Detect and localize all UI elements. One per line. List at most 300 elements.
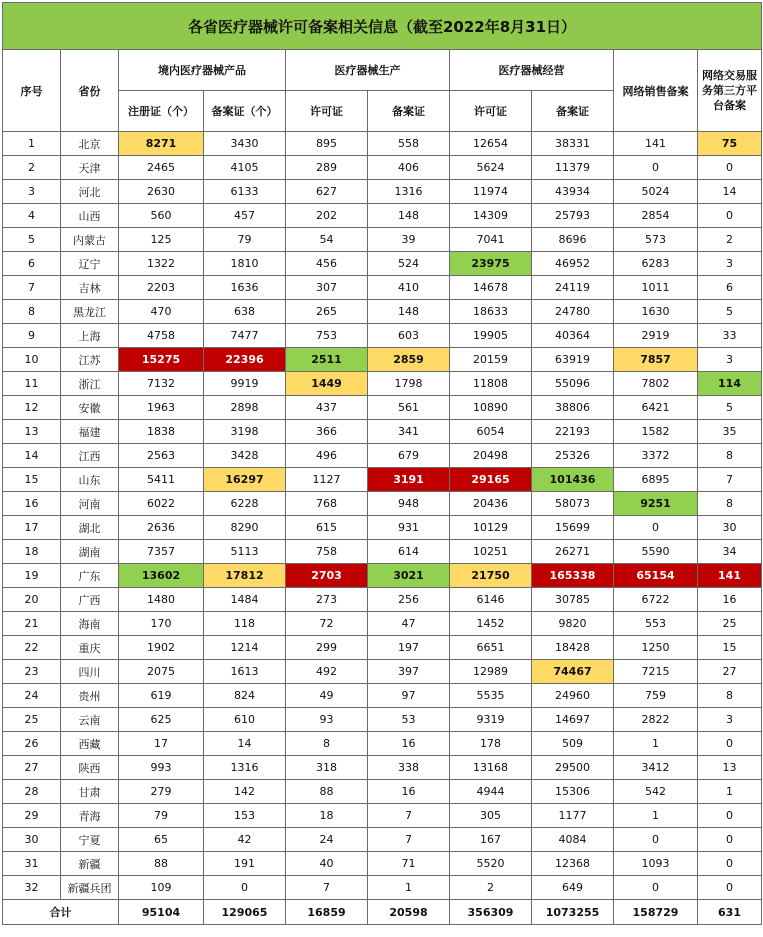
row-cell: 614 [368,540,450,564]
row-province: 宁夏 [61,828,119,852]
row-cell: 88 [119,852,204,876]
row-cell: 2465 [119,156,204,180]
row-cell: 3 [698,708,762,732]
row-cell: 542 [614,780,698,804]
row-cell: 11808 [450,372,532,396]
row-cell: 165338 [532,564,614,588]
row-province: 新疆兵团 [61,876,119,900]
row-cell: 7 [368,804,450,828]
row-cell: 13602 [119,564,204,588]
row-seq: 19 [3,564,61,588]
row-cell: 8271 [119,132,204,156]
row-province: 北京 [61,132,119,156]
header-operation-filing: 备案证 [532,91,614,132]
row-cell: 142 [204,780,286,804]
row-cell: 25793 [532,204,614,228]
row-cell: 524 [368,252,450,276]
table-row [3,564,762,588]
row-province: 湖南 [61,540,119,564]
row-cell: 71 [368,852,450,876]
row-cell: 148 [368,204,450,228]
row-cell: 2919 [614,324,698,348]
row-cell: 2511 [286,348,368,372]
row-seq: 29 [3,804,61,828]
header-operation-license: 许可证 [450,91,532,132]
table-row [3,708,762,732]
row-cell: 753 [286,324,368,348]
row-province: 上海 [61,324,119,348]
row-seq: 27 [3,756,61,780]
table-row [3,732,762,756]
table-row [3,876,762,900]
row-cell: 7477 [204,324,286,348]
row-cell: 0 [614,516,698,540]
row-cell: 1 [614,804,698,828]
row-province: 吉林 [61,276,119,300]
row-cell: 43934 [532,180,614,204]
row-province: 陕西 [61,756,119,780]
row-province: 浙江 [61,372,119,396]
row-cell: 18428 [532,636,614,660]
row-cell: 24 [286,828,368,852]
row-seq: 23 [3,660,61,684]
row-cell: 273 [286,588,368,612]
row-cell: 1316 [204,756,286,780]
row-cell: 1177 [532,804,614,828]
row-cell: 1630 [614,300,698,324]
row-seq: 12 [3,396,61,420]
row-cell: 24119 [532,276,614,300]
row-cell: 2 [698,228,762,252]
row-cell: 29165 [450,468,532,492]
row-cell: 11379 [532,156,614,180]
row-province: 新疆 [61,852,119,876]
row-cell: 1798 [368,372,450,396]
row-cell: 7041 [450,228,532,252]
row-cell: 10129 [450,516,532,540]
row-province: 福建 [61,420,119,444]
row-cell: 18 [286,804,368,828]
row-cell: 53 [368,708,450,732]
row-cell: 6 [698,276,762,300]
row-cell: 305 [450,804,532,828]
table-body [3,132,762,900]
row-cell: 0 [698,852,762,876]
row-cell: 1480 [119,588,204,612]
row-province: 山东 [61,468,119,492]
row-cell: 1963 [119,396,204,420]
row-cell: 1449 [286,372,368,396]
row-cell: 5024 [614,180,698,204]
row-cell: 14309 [450,204,532,228]
row-cell: 0 [204,876,286,900]
row-cell: 0 [698,876,762,900]
row-cell: 35 [698,420,762,444]
row-cell: 5520 [450,852,532,876]
row-cell: 625 [119,708,204,732]
row-cell: 3412 [614,756,698,780]
row-cell: 13168 [450,756,532,780]
table-row [3,780,762,804]
row-cell: 931 [368,516,450,540]
row-cell: 9820 [532,612,614,636]
row-cell: 18633 [450,300,532,324]
row-seq: 10 [3,348,61,372]
row-cell: 638 [204,300,286,324]
row-cell: 437 [286,396,368,420]
row-cell: 14678 [450,276,532,300]
row-seq: 5 [3,228,61,252]
table-row [3,828,762,852]
row-cell: 948 [368,492,450,516]
row-province: 安徽 [61,396,119,420]
row-cell: 279 [119,780,204,804]
row-cell: 118 [204,612,286,636]
row-cell: 3198 [204,420,286,444]
row-cell: 299 [286,636,368,660]
row-cell: 15306 [532,780,614,804]
table-row [3,444,762,468]
row-cell: 6146 [450,588,532,612]
row-cell: 88 [286,780,368,804]
row-seq: 9 [3,324,61,348]
row-cell: 167 [450,828,532,852]
row-cell: 3372 [614,444,698,468]
row-cell: 2075 [119,660,204,684]
row-cell: 3430 [204,132,286,156]
row-cell: 2 [450,876,532,900]
row-cell: 16297 [204,468,286,492]
header-production: 医疗器械生产 [286,50,450,91]
row-cell: 49 [286,684,368,708]
header-province: 省份 [61,50,119,132]
total-cell: 20598 [368,900,450,925]
row-cell: 0 [698,828,762,852]
row-cell: 191 [204,852,286,876]
row-cell: 12989 [450,660,532,684]
row-cell: 8 [698,444,762,468]
row-cell: 8 [286,732,368,756]
row-cell: 3 [698,348,762,372]
row-cell: 3 [698,252,762,276]
row-cell: 2630 [119,180,204,204]
row-cell: 74467 [532,660,614,684]
row-cell: 148 [368,300,450,324]
row-cell: 25326 [532,444,614,468]
row-province: 江西 [61,444,119,468]
row-seq: 20 [3,588,61,612]
row-cell: 824 [204,684,286,708]
row-cell: 178 [450,732,532,756]
table-row [3,420,762,444]
row-seq: 17 [3,516,61,540]
row-cell: 15275 [119,348,204,372]
row-cell: 0 [698,156,762,180]
row-cell: 2703 [286,564,368,588]
row-cell: 5 [698,300,762,324]
row-cell: 561 [368,396,450,420]
row-cell: 7357 [119,540,204,564]
row-cell: 79 [119,804,204,828]
row-cell: 0 [698,804,762,828]
row-cell: 1 [698,780,762,804]
header-row-1 [3,50,762,91]
row-cell: 9251 [614,492,698,516]
table-row [3,348,762,372]
row-cell: 759 [614,684,698,708]
row-cell: 19905 [450,324,532,348]
row-cell: 10251 [450,540,532,564]
row-cell: 197 [368,636,450,660]
row-cell: 14697 [532,708,614,732]
total-cell: 158729 [614,900,698,925]
row-cell: 17 [119,732,204,756]
header-domestic-product: 境内医疗器械产品 [119,50,286,91]
row-cell: 2822 [614,708,698,732]
row-cell: 6133 [204,180,286,204]
row-cell: 20436 [450,492,532,516]
row-seq: 25 [3,708,61,732]
row-province: 天津 [61,156,119,180]
row-seq: 21 [3,612,61,636]
row-seq: 7 [3,276,61,300]
row-cell: 30 [698,516,762,540]
title-row [3,3,762,50]
row-seq: 26 [3,732,61,756]
row-cell: 65 [119,828,204,852]
row-cell: 1582 [614,420,698,444]
row-cell: 25 [698,612,762,636]
row-cell: 2854 [614,204,698,228]
table-row [3,588,762,612]
header-reg-cert: 注册证（个） [119,91,204,132]
row-seq: 2 [3,156,61,180]
header-operation: 医疗器械经营 [450,50,614,91]
table-row [3,156,762,180]
row-province: 广西 [61,588,119,612]
row-cell: 366 [286,420,368,444]
row-seq: 13 [3,420,61,444]
header-production-license: 许可证 [286,91,368,132]
table-row [3,180,762,204]
row-cell: 40 [286,852,368,876]
row-cell: 496 [286,444,368,468]
table-row [3,492,762,516]
data-table [2,2,762,925]
row-cell: 7 [698,468,762,492]
row-cell: 6421 [614,396,698,420]
row-cell: 58073 [532,492,614,516]
row-cell: 27 [698,660,762,684]
row-cell: 0 [698,732,762,756]
row-cell: 38806 [532,396,614,420]
row-cell: 141 [614,132,698,156]
row-seq: 6 [3,252,61,276]
row-cell: 5 [698,396,762,420]
row-cell: 9919 [204,372,286,396]
row-cell: 5411 [119,468,204,492]
table-row [3,252,762,276]
row-cell: 39 [368,228,450,252]
row-cell: 125 [119,228,204,252]
row-cell: 13 [698,756,762,780]
table-row [3,636,762,660]
row-cell: 6022 [119,492,204,516]
row-cell: 1250 [614,636,698,660]
row-seq: 15 [3,468,61,492]
total-cell: 16859 [286,900,368,925]
row-cell: 0 [614,828,698,852]
row-province: 辽宁 [61,252,119,276]
row-cell: 33 [698,324,762,348]
table-row [3,132,762,156]
row-cell: 4944 [450,780,532,804]
row-cell: 397 [368,660,450,684]
row-cell: 610 [204,708,286,732]
row-cell: 1636 [204,276,286,300]
row-cell: 141 [698,564,762,588]
row-cell: 1 [368,876,450,900]
row-cell: 1093 [614,852,698,876]
row-seq: 30 [3,828,61,852]
row-cell: 2203 [119,276,204,300]
row-cell: 1322 [119,252,204,276]
row-cell: 1902 [119,636,204,660]
row-cell: 1316 [368,180,450,204]
row-province: 湖北 [61,516,119,540]
row-cell: 6283 [614,252,698,276]
row-cell: 12368 [532,852,614,876]
row-cell: 114 [698,372,762,396]
table-row [3,228,762,252]
table-row [3,612,762,636]
row-cell: 40364 [532,324,614,348]
row-province: 海南 [61,612,119,636]
row-seq: 1 [3,132,61,156]
row-cell: 14 [204,732,286,756]
header-production-filing: 备案证 [368,91,450,132]
row-seq: 11 [3,372,61,396]
row-cell: 1214 [204,636,286,660]
row-cell: 38331 [532,132,614,156]
row-cell: 12654 [450,132,532,156]
row-province: 广东 [61,564,119,588]
row-cell: 79 [204,228,286,252]
row-cell: 318 [286,756,368,780]
table-row [3,300,762,324]
table-row [3,204,762,228]
row-cell: 895 [286,132,368,156]
table-row [3,540,762,564]
row-seq: 28 [3,780,61,804]
row-cell: 3021 [368,564,450,588]
row-cell: 24960 [532,684,614,708]
total-cell: 1073255 [532,900,614,925]
row-cell: 47 [368,612,450,636]
row-cell: 21750 [450,564,532,588]
total-cell: 95104 [119,900,204,925]
row-cell: 4084 [532,828,614,852]
row-cell: 54 [286,228,368,252]
header-seq: 序号 [3,50,61,132]
table-row [3,852,762,876]
row-seq: 24 [3,684,61,708]
row-cell: 1011 [614,276,698,300]
row-cell: 6651 [450,636,532,660]
table-row [3,756,762,780]
row-cell: 1484 [204,588,286,612]
table-row [3,324,762,348]
page [0,2,763,937]
row-cell: 560 [119,204,204,228]
row-cell: 7 [368,828,450,852]
row-cell: 4105 [204,156,286,180]
table-row [3,372,762,396]
row-cell: 615 [286,516,368,540]
row-province: 黑龙江 [61,300,119,324]
table-row [3,468,762,492]
row-cell: 3191 [368,468,450,492]
row-cell: 42 [204,828,286,852]
row-cell: 1452 [450,612,532,636]
row-seq: 16 [3,492,61,516]
row-cell: 202 [286,204,368,228]
row-province: 西藏 [61,732,119,756]
row-cell: 11974 [450,180,532,204]
row-seq: 18 [3,540,61,564]
table-row [3,684,762,708]
row-cell: 65154 [614,564,698,588]
row-province: 重庆 [61,636,119,660]
row-province: 贵州 [61,684,119,708]
row-cell: 0 [614,156,698,180]
row-cell: 29500 [532,756,614,780]
table-row [3,516,762,540]
row-cell: 153 [204,804,286,828]
row-cell: 679 [368,444,450,468]
row-cell: 97 [368,684,450,708]
row-cell: 22396 [204,348,286,372]
row-cell: 8290 [204,516,286,540]
row-cell: 6722 [614,588,698,612]
row-cell: 10890 [450,396,532,420]
row-cell: 603 [368,324,450,348]
row-cell: 619 [119,684,204,708]
row-cell: 1810 [204,252,286,276]
row-cell: 72 [286,612,368,636]
row-cell: 289 [286,156,368,180]
row-cell: 55096 [532,372,614,396]
total-cell: 356309 [450,900,532,925]
row-cell: 509 [532,732,614,756]
row-province: 内蒙古 [61,228,119,252]
row-cell: 558 [368,132,450,156]
row-cell: 993 [119,756,204,780]
row-cell: 30785 [532,588,614,612]
row-cell: 1127 [286,468,368,492]
row-cell: 75 [698,132,762,156]
row-cell: 16 [698,588,762,612]
row-cell: 8 [698,492,762,516]
row-seq: 31 [3,852,61,876]
total-cell: 129065 [204,900,286,925]
row-cell: 93 [286,708,368,732]
row-cell: 457 [204,204,286,228]
row-cell: 470 [119,300,204,324]
row-cell: 8 [698,684,762,708]
row-cell: 16 [368,780,450,804]
table-row [3,276,762,300]
